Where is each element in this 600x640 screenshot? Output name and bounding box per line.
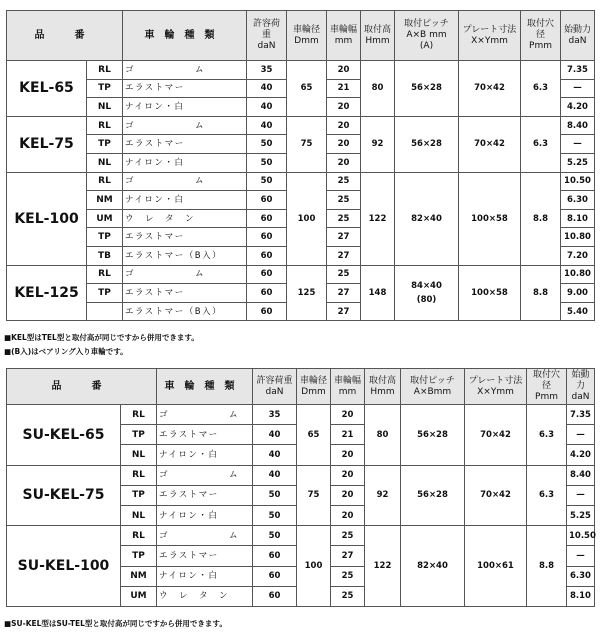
header-mount-height: 取付高 Hmm (365, 369, 401, 405)
wheel-type: エラストマー（B入） (123, 302, 247, 321)
header-load: 許容荷重 daN (247, 11, 287, 61)
hole-diameter: 8.8 (521, 265, 561, 321)
header-plate: プレート寸法 X×Ymm (465, 369, 527, 405)
mount-pitch (395, 265, 459, 321)
wheel-type: エラストマー (123, 79, 247, 98)
spec-table-su-kel (6, 368, 595, 607)
starting-force: 7.20 (561, 246, 595, 265)
wheel-width: 25 (331, 526, 365, 546)
header-hole: 取付穴径 Pmm (521, 11, 561, 61)
table-row (7, 116, 595, 135)
plate-size: 70×42 (459, 61, 521, 117)
wheel-type: ナイロン・白 (157, 445, 253, 465)
allowable-load: 60 (247, 265, 287, 284)
model-number: KEL-75 (7, 116, 87, 172)
header-force: 始動力 daN (567, 369, 595, 405)
table-row (7, 61, 595, 80)
wheel-width: 20 (327, 98, 361, 117)
header-force: 始動力 daN (561, 11, 595, 61)
allowable-load: 40 (247, 116, 287, 135)
header-item: 品 番 (7, 369, 157, 405)
starting-force: 5.25 (561, 153, 595, 172)
wheel-code: RL (87, 172, 123, 191)
wheel-code: TP (87, 135, 123, 154)
mount-pitch (395, 116, 459, 172)
allowable-load: 50 (253, 485, 297, 505)
model-number: SU-KEL-65 (7, 405, 121, 466)
mount-pitch (395, 172, 459, 265)
header-wheel-type: 車輪種類 (123, 11, 247, 61)
allowable-load: 60 (247, 191, 287, 210)
mount-height: 92 (365, 465, 401, 526)
allowable-load: 50 (247, 172, 287, 191)
allowable-load: 60 (247, 209, 287, 228)
allowable-load: 60 (253, 546, 297, 566)
starting-force: 4.20 (567, 445, 595, 465)
allowable-load: 40 (253, 425, 297, 445)
allowable-load: 40 (247, 98, 287, 117)
wheel-type: エラストマー（B入） (123, 246, 247, 265)
wheel-diameter: 100 (287, 172, 327, 265)
wheel-type: エラストマー (123, 284, 247, 303)
mount-height: 122 (361, 172, 395, 265)
wheel-width: 21 (327, 79, 361, 98)
starting-force: 10.80 (561, 228, 595, 247)
hole-diameter: 6.3 (527, 405, 567, 466)
wheel-code: RL (87, 61, 123, 80)
plate-size: 70×42 (465, 405, 527, 466)
wheel-width: 27 (327, 228, 361, 247)
mount-height: 80 (361, 61, 395, 117)
wheel-width: 25 (327, 191, 361, 210)
mount-height: 92 (361, 116, 395, 172)
wheel-type: ナイロン・白 (123, 153, 247, 172)
header-mount-height: 取付高 Hmm (361, 11, 395, 61)
wheel-type: ゴ ム (157, 526, 253, 546)
starting-force: — (567, 546, 595, 566)
starting-force: 5.40 (561, 302, 595, 321)
wheel-code: TB (87, 246, 123, 265)
plate-size: 100×61 (465, 526, 527, 607)
wheel-type: ナイロン・白 (123, 98, 247, 117)
starting-force: 8.10 (561, 209, 595, 228)
wheel-diameter: 75 (287, 116, 327, 172)
wheel-code: TP (87, 79, 123, 98)
mount-pitch-value: 82×40 (411, 213, 442, 224)
allowable-load: 50 (253, 505, 297, 525)
starting-force: 8.10 (567, 586, 595, 606)
wheel-type: ウ レ タ ン (157, 586, 253, 606)
wheel-code: RL (121, 465, 157, 485)
wheel-code: UM (87, 209, 123, 228)
starting-force: 7.35 (567, 405, 595, 425)
allowable-load: 50 (253, 526, 297, 546)
mount-pitch-value: 56×28 (417, 429, 448, 440)
wheel-code: NM (87, 191, 123, 210)
header-wheel-dia: 車輪径 Dmm (287, 11, 327, 61)
allowable-load: 50 (247, 135, 287, 154)
plate-size: 70×42 (465, 465, 527, 526)
wheel-diameter: 100 (297, 526, 331, 607)
plate-size: 70×42 (459, 116, 521, 172)
hole-diameter: 6.3 (521, 61, 561, 117)
mount-pitch (401, 526, 465, 607)
wheel-width: 20 (327, 153, 361, 172)
mount-pitch (401, 465, 465, 526)
allowable-load: 60 (247, 228, 287, 247)
starting-force: 6.30 (567, 566, 595, 586)
header-wheel-dia: 車輪径 Dmm (297, 369, 331, 405)
wheel-diameter: 75 (297, 465, 331, 526)
wheel-code: NL (121, 445, 157, 465)
wheel-width: 20 (327, 135, 361, 154)
wheel-code: TP (121, 425, 157, 445)
wheel-code: TP (121, 485, 157, 505)
wheel-type: エラストマー (123, 135, 247, 154)
header-wheel-width: 車輪幅 mm (331, 369, 365, 405)
note-su-kel-compat: ■SU-KEL型はSU-TEL型と取付高が同じですから併用できます。 (4, 619, 227, 628)
wheel-code: RL (87, 265, 123, 284)
mount-height: 148 (361, 265, 395, 321)
wheel-code: TP (121, 546, 157, 566)
wheel-width: 25 (327, 209, 361, 228)
wheel-code (87, 302, 123, 321)
starting-force: 9.00 (561, 284, 595, 303)
starting-force: 6.30 (561, 191, 595, 210)
wheel-width: 20 (331, 485, 365, 505)
wheel-type: ゴ ム (157, 465, 253, 485)
mount-pitch (401, 405, 465, 466)
mount-pitch-value: 56×28 (411, 139, 442, 150)
header-wheel-type: 車輪種類 (157, 369, 253, 405)
allowable-load: 35 (247, 61, 287, 80)
wheel-code: NM (121, 566, 157, 586)
mount-pitch-value: 84×40 (411, 280, 442, 291)
plate-size: 100×58 (459, 265, 521, 321)
mount-height: 122 (365, 526, 401, 607)
mount-pitch-value: 56×28 (411, 83, 442, 94)
wheel-width: 25 (331, 586, 365, 606)
wheel-width: 25 (327, 265, 361, 284)
model-number: KEL-100 (7, 172, 87, 265)
model-number: KEL-125 (7, 265, 87, 321)
table-row (7, 465, 595, 485)
mount-pitch (395, 61, 459, 117)
header-hole: 取付穴径 Pmm (527, 369, 567, 405)
hole-diameter: 6.3 (521, 116, 561, 172)
table-row (7, 265, 595, 284)
wheel-type: ゴ ム (123, 172, 247, 191)
wheel-code: RL (121, 405, 157, 425)
mount-pitch-alt: (80) (416, 294, 437, 305)
hole-diameter: 6.3 (527, 465, 567, 526)
wheel-type: ゴ ム (157, 405, 253, 425)
wheel-width: 27 (327, 284, 361, 303)
wheel-type: ナイロン・白 (123, 191, 247, 210)
wheel-type: エラストマー (157, 425, 253, 445)
wheel-width: 27 (331, 546, 365, 566)
wheel-type: エラストマー (123, 228, 247, 247)
header-item: 品 番 (7, 11, 123, 61)
wheel-type: ウ レ タ ン (123, 209, 247, 228)
allowable-load: 40 (247, 79, 287, 98)
starting-force: — (567, 425, 595, 445)
wheel-code: NL (87, 153, 123, 172)
starting-force: 4.20 (561, 98, 595, 117)
starting-force: — (561, 79, 595, 98)
wheel-code: TP (87, 284, 123, 303)
wheel-width: 20 (331, 465, 365, 485)
allowable-load: 60 (247, 284, 287, 303)
wheel-diameter: 65 (287, 61, 327, 117)
allowable-load: 60 (253, 566, 297, 586)
allowable-load: 60 (253, 586, 297, 606)
allowable-load: 40 (253, 465, 297, 485)
hole-diameter: 8.8 (521, 172, 561, 265)
wheel-width: 20 (331, 445, 365, 465)
spec-table-kel (6, 10, 595, 321)
wheel-type: ナイロン・白 (157, 566, 253, 586)
wheel-type: ナイロン・白 (157, 505, 253, 525)
wheel-type: エラストマー (157, 546, 253, 566)
allowable-load: 40 (253, 445, 297, 465)
wheel-code: UM (121, 586, 157, 606)
wheel-width: 27 (327, 246, 361, 265)
wheel-width: 21 (331, 425, 365, 445)
wheel-code: TP (87, 228, 123, 247)
header-wheel-width: 車輪幅 mm (327, 11, 361, 61)
model-number: SU-KEL-75 (7, 465, 121, 526)
header-pitch: 取付ピッチ A×Bmm (401, 369, 465, 405)
wheel-width: 20 (331, 505, 365, 525)
hole-diameter: 8.8 (527, 526, 567, 607)
starting-force: 8.40 (561, 116, 595, 135)
wheel-code: NL (87, 98, 123, 117)
table-row (7, 526, 595, 546)
wheel-type: ゴ ム (123, 116, 247, 135)
wheel-code: RL (121, 526, 157, 546)
wheel-width: 20 (327, 61, 361, 80)
wheel-type: エラストマー (157, 485, 253, 505)
wheel-code: NL (121, 505, 157, 525)
note-kel-compat: ■KEL型はTEL型と取付高が同じですから併用できます。 (4, 333, 199, 342)
wheel-type: ゴ ム (123, 265, 247, 284)
allowable-load: 60 (247, 246, 287, 265)
starting-force: 10.50 (567, 526, 595, 546)
wheel-type: ゴ ム (123, 61, 247, 80)
starting-force: — (561, 135, 595, 154)
starting-force: 7.35 (561, 61, 595, 80)
wheel-width: 27 (327, 302, 361, 321)
plate-size: 100×58 (459, 172, 521, 265)
table-row (7, 172, 595, 191)
starting-force: — (567, 485, 595, 505)
wheel-width: 25 (331, 566, 365, 586)
mount-height: 80 (365, 405, 401, 466)
starting-force: 8.40 (567, 465, 595, 485)
wheel-code: RL (87, 116, 123, 135)
model-number: SU-KEL-100 (7, 526, 121, 607)
table-row (7, 405, 595, 425)
note-bearing: ■(B入)はベアリング入り車輪です。 (4, 347, 128, 356)
mount-pitch-value: 82×40 (417, 561, 448, 571)
wheel-width: 25 (327, 172, 361, 191)
wheel-width: 20 (327, 116, 361, 135)
wheel-diameter: 125 (287, 265, 327, 321)
wheel-diameter: 65 (297, 405, 331, 466)
header-pitch: 取付ピッチ A×B mm (A) (395, 11, 459, 61)
allowable-load: 35 (253, 405, 297, 425)
allowable-load: 60 (247, 302, 287, 321)
wheel-width: 20 (331, 405, 365, 425)
mount-pitch-value: 56×28 (417, 490, 448, 501)
header-load: 許容荷重 daN (253, 369, 297, 405)
starting-force: 10.80 (561, 265, 595, 284)
starting-force: 10.50 (561, 172, 595, 191)
header-plate: プレート寸法 X×Ymm (459, 11, 521, 61)
model-number: KEL-65 (7, 61, 87, 117)
allowable-load: 50 (247, 153, 287, 172)
starting-force: 5.25 (567, 505, 595, 525)
